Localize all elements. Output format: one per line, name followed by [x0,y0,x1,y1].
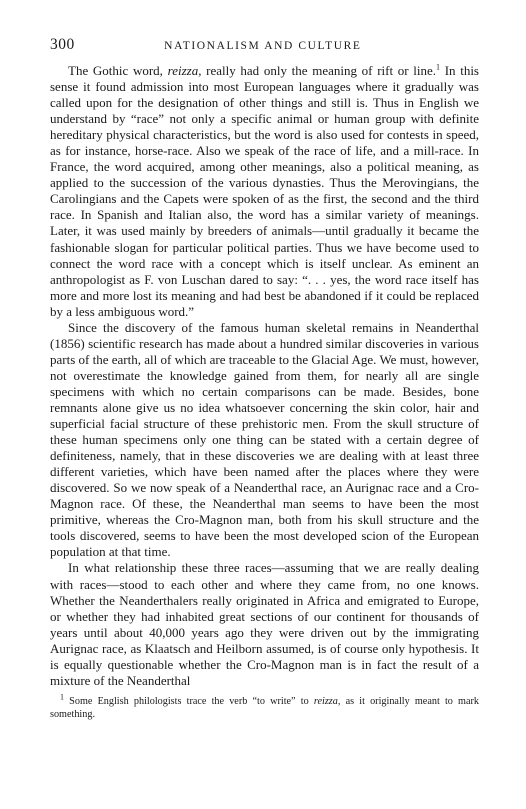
paragraph-2: Since the discovery of the famous human skeletal remains in Neanderthal (1856) scientific research has made about a hundred similar discoveries in various parts of the earth, all of which are traceable to the Glacial Age. We must, however, not overestimate the knowledge gained from them, for nearly all are single specimens with which no certain comparisons can be made. Besides, bone remnants alone give us no idea whatsoever concerning the skin color, hair and superficial facial structure of these prehistoric men. From the skull structure of these human specimens only one thing can be stated with a certain degree of definiteness, namely, that in these discoveries we are dealing with at least three different varieties, which have been named after the places where they were discovered. So we now speak of a Neanderthal race, an Aurignac race and a Cro-Magnon race. Of these, the Neanderthal man seems to have been the most primitive, whereas the Cro-Magnon man, both from his skull structure and the tools discovered, seems to have been the most developed scion of the European population at that time. [50,319,479,560]
footnote-lead: Some English philologists trace the verb “to write” to [64,695,314,707]
paragraph-1-lead: The Gothic word, [68,63,168,78]
page-header [50,36,479,58]
footnote-term: reizza, [313,695,341,707]
footnote-marker: 1 [436,62,441,72]
footnote-rest: as it originally meant to mark something. [50,695,479,720]
footnote-number: 1 [60,692,64,702]
paragraph-3: In what relationship these three races—assuming that we are really dealing with races—stood to each other and where they came from, no one knows. Whether the Neanderthalers really originated in Africa and emigrated to Europe, or whether they had inhabited great sections of our continent for thousands of years until about 40,000 years ago they were driven out by the immigrating Aurignac race, as Klaatsch and Heilborn assumed, is of course only hypothesis. It is equally questionable whether the Cro-Magnon man is in fact the result of a mixture of the Neanderthal [50,560,479,688]
page-number: 300 [50,36,75,53]
body-text [50,63,479,689]
paragraph-1-term: reizza, [167,63,202,78]
paragraph-1-rest: In this sense it found admission into most European languages where it gradually was called upon for the designation of other things and still is. Thus in English we understand by “race” not only a specific animal or human group with definite hereditary physical characteristics, but the word is also used for contests in speed, as for instance, horse-race. Also we speak of the race of life, and a mill-race. In France, the word acquired, among other meanings, also a political meaning, as applied to the succession of the various dynasties. Thus the Merovingians, the Carolingians and the Capets were spoken of as the first, the second and the third race. In Spanish and Italian also, the word has a similar variety of meanings. Later, it was used mainly by breeders of animals—until gradually it became the fashionable slogan for particular political parties. Thus we have become used to connect the word race with a concept which is itself unclear. As eminent an anthropologist as F. von Luschan dared to say: “. . . yes, the word race itself has more and more lost its meaning and had best be abandoned if it could be replaced by a less ambiguous word.” [50,63,479,319]
paragraph-1-after-term: really had only the meaning of rift or line. [201,63,437,78]
paragraph-1 [50,63,479,320]
running-head: NATIONALISM AND CULTURE [164,40,362,52]
footnote [50,692,479,721]
